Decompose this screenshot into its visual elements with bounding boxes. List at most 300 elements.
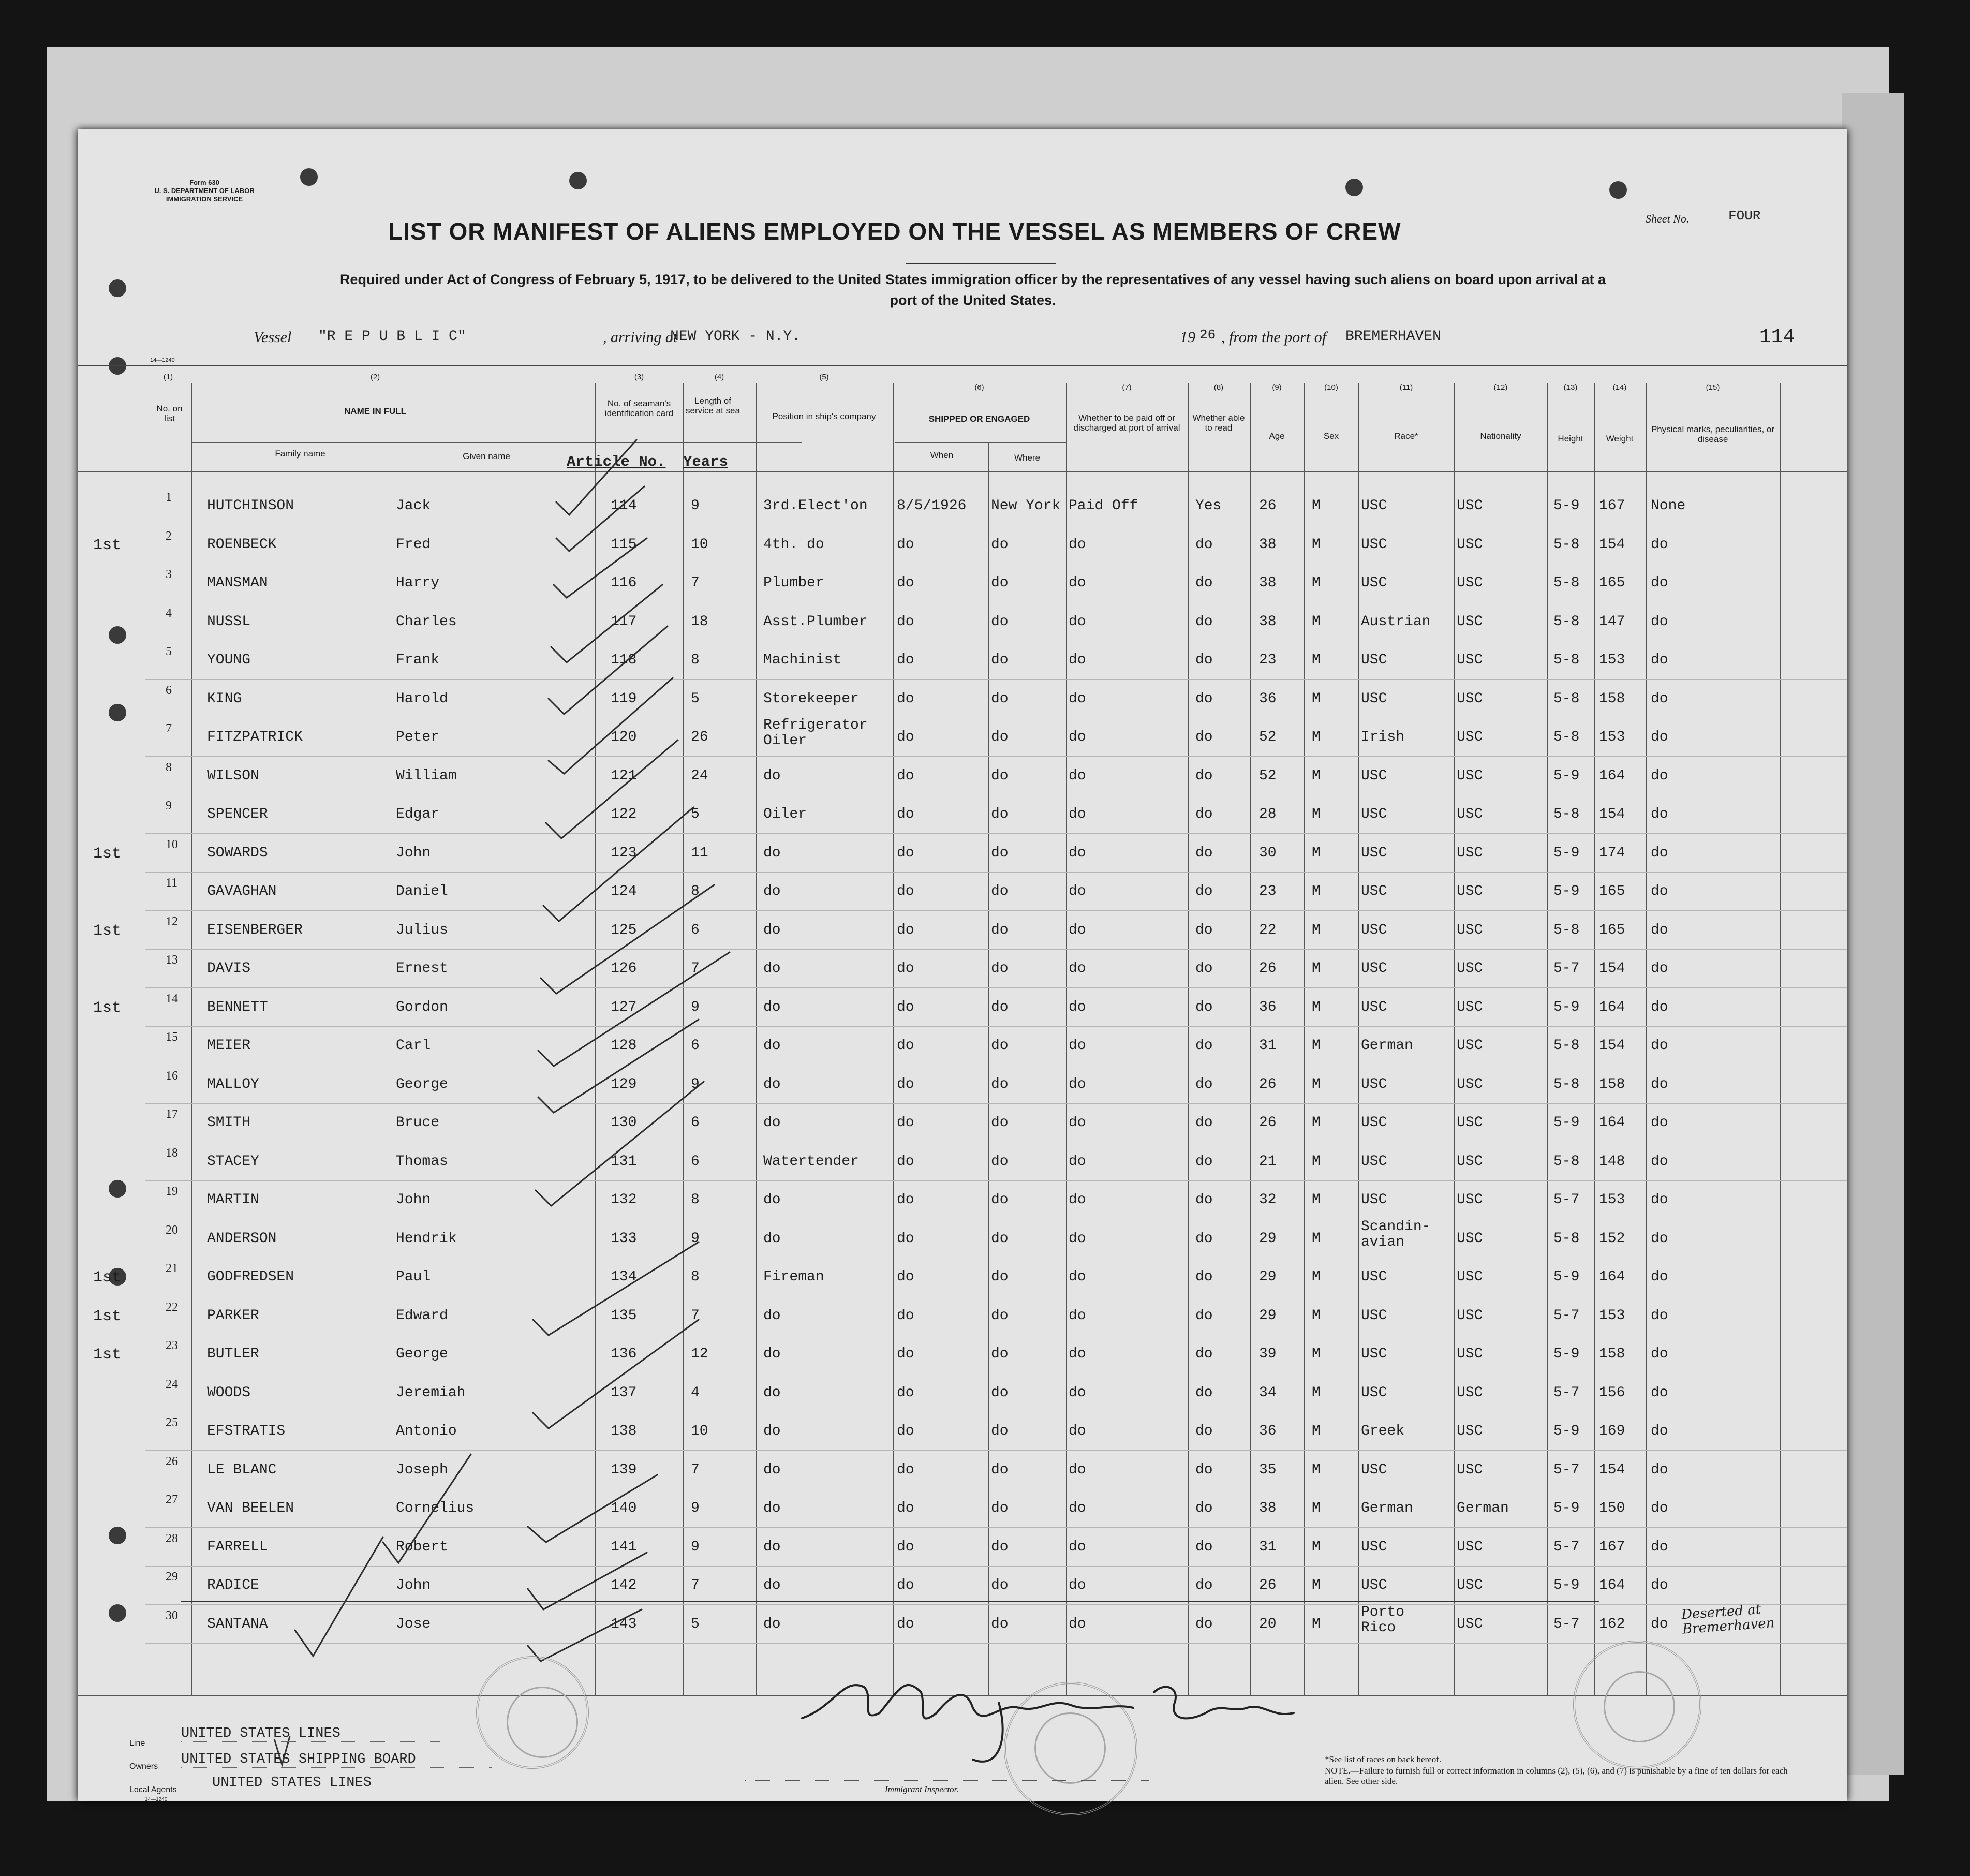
shipped-where: do [991,575,1009,591]
position: do [763,922,781,938]
nationality: USC [1457,1423,1483,1439]
paid-off: do [1069,1269,1086,1285]
shipped-when: do [897,1616,914,1632]
position: do [763,1384,781,1401]
given-name: Edward [396,1307,448,1324]
physical-marks: do [1651,1307,1668,1324]
col-header-service: Length of service at sea [686,396,740,416]
weight: 158 [1599,1346,1625,1362]
height: 5-8 [1553,1076,1580,1092]
from-port-label: , from the port of [1221,329,1327,346]
shipped-when: do [897,1461,914,1478]
manifest-sheet [78,129,1847,1801]
paid-off: do [1069,1307,1086,1324]
sex: M [1312,1307,1321,1324]
years-service: 24 [691,767,708,784]
given-name: Julius [396,922,448,938]
col-header-position: Position in ship's company [772,411,876,421]
col-num-11: (11) [1399,383,1413,392]
physical-marks: do [1651,1038,1668,1054]
line-value: UNITED STATES LINES [181,1726,440,1742]
race: Scandin- avian [1361,1218,1431,1250]
family-name: RADICE [207,1577,259,1593]
age: 34 [1259,1384,1277,1401]
family-name: NUSSL [207,613,251,630]
position: do [763,1076,781,1092]
race: USC [1361,1076,1387,1092]
position: Watertender [763,1153,859,1170]
sex: M [1312,1384,1321,1401]
sex: M [1312,999,1321,1015]
physical-marks: do [1651,883,1668,899]
sheet-label: Sheet No. [1646,212,1690,225]
height: 5-8 [1553,652,1580,668]
age: 38 [1259,536,1277,553]
given-name: George [396,1076,448,1092]
shipped-when: do [897,1076,914,1092]
weight: 164 [1599,767,1625,784]
card-number: 117 [611,613,637,630]
height: 5-8 [1553,729,1580,745]
physical-marks: do [1651,536,1668,553]
shipped-where: do [991,613,1009,630]
col-header-card: No. of seaman's identification card [604,398,674,418]
height: 5-7 [1553,961,1580,977]
year-prefix: 19 [1180,329,1195,346]
paid-off: do [1069,613,1086,630]
height: 5-9 [1553,498,1580,514]
row-number: 16 [166,1069,178,1083]
given-name: Harry [396,575,440,591]
nationality: USC [1457,1539,1483,1555]
list-mark: 1st [93,1346,122,1364]
position: Plumber [763,575,824,591]
weight: 158 [1599,1076,1625,1092]
footer-print-code: 14—1240 [145,1797,168,1803]
race: USC [1361,1461,1387,1478]
height: 5-8 [1553,536,1580,553]
col-subheader-article: Article No. [567,453,666,470]
age: 38 [1259,1500,1277,1516]
col-header-physical: Physical marks, peculiarities, or disease [1651,424,1775,444]
col-header-read: Whether able to read [1192,413,1245,433]
position: Oiler [763,806,807,822]
given-name: Frank [396,652,440,668]
weight: 153 [1599,652,1625,668]
years-service: 6 [691,922,700,938]
sex: M [1312,845,1321,861]
position: Fireman [763,1269,824,1285]
age: 26 [1259,961,1277,977]
given-name: Daniel [396,883,448,899]
sex: M [1312,1616,1321,1632]
shipped-when: do [897,575,914,591]
physical-marks: do [1651,999,1668,1015]
race: USC [1361,961,1387,977]
col-num-13: (13) [1563,383,1578,392]
shipped-when: do [897,883,914,899]
age: 36 [1259,1423,1277,1439]
form-number: Form 630 [189,179,219,186]
col-header-paid-off: Whether to be paid off or discharged at port of arrival [1073,413,1180,433]
paid-off: do [1069,1461,1086,1478]
physical-marks: do [1651,652,1668,668]
years-service: 5 [691,806,700,822]
physical-marks: do [1651,729,1668,745]
race: German [1361,1500,1413,1516]
arriving-label: , arriving at [603,329,678,346]
shipped-where: do [991,961,1009,977]
card-number: 139 [611,1461,637,1478]
weight: 169 [1599,1423,1625,1439]
weight: 154 [1599,806,1625,822]
family-name: VAN BEELEN [207,1500,294,1516]
years-service: 5 [691,690,700,707]
card-number: 116 [611,575,637,591]
able-to-read: do [1195,1616,1213,1632]
height: 5-8 [1553,613,1580,630]
age: 52 [1259,767,1277,784]
age: 35 [1259,1461,1277,1478]
shipped-when: do [897,999,914,1015]
sex: M [1312,1038,1321,1054]
list-mark: 1st [93,999,122,1017]
sex: M [1312,1153,1321,1170]
weight: 153 [1599,1192,1625,1208]
given-name: Jack [396,498,431,514]
age: 31 [1259,1539,1277,1555]
row-number: 2 [166,529,172,543]
row-number: 26 [166,1454,178,1468]
nationality: USC [1457,1192,1483,1208]
years-service: 7 [691,1577,700,1593]
physical-marks: do [1651,845,1668,861]
paid-off: do [1069,1115,1086,1131]
given-name: George [396,1346,448,1362]
age: 23 [1259,652,1277,668]
physical-marks: do [1651,1192,1668,1208]
age: 31 [1259,1038,1277,1054]
position: do [763,961,781,977]
arriving-port: NEW YORK - N.Y. [670,329,970,345]
physical-marks: do [1651,1577,1668,1593]
height: 5-7 [1553,1384,1580,1401]
nationality: USC [1457,961,1483,977]
race: Austrian [1361,613,1431,630]
able-to-read: do [1195,961,1213,977]
physical-marks: do [1651,806,1668,822]
nationality: USC [1457,1153,1483,1170]
weight: 147 [1599,613,1625,630]
sex: M [1312,1076,1321,1092]
family-name: ANDERSON [207,1230,277,1247]
shipped-when: do [897,1539,914,1555]
shipped-where: do [991,1153,1009,1170]
race: Irish [1361,729,1405,745]
race: USC [1361,1539,1387,1555]
position: do [763,1423,781,1439]
paid-off: do [1069,1577,1086,1593]
row-number: 22 [166,1300,178,1314]
years-service: 7 [691,575,700,591]
card-number: 135 [611,1307,637,1324]
row-number: 13 [166,953,178,967]
weight: 162 [1599,1616,1625,1632]
col-header-name: NAME IN FULL [344,406,406,416]
given-name: Fred [396,536,431,553]
shipped-when: do [897,1153,914,1170]
races-note: *See list of races on back hereof. [1325,1754,1442,1764]
height: 5-7 [1553,1539,1580,1555]
position: do [763,1346,781,1362]
family-name: WILSON [207,767,259,784]
able-to-read: do [1195,1307,1213,1324]
years-service: 6 [691,1115,700,1131]
shipped-when: do [897,845,914,861]
height: 5-7 [1553,1461,1580,1478]
shipped-where: do [991,1616,1009,1632]
card-number: 127 [611,999,637,1015]
nationality: USC [1457,1346,1483,1362]
physical-marks: do [1651,1384,1668,1401]
card-number: 137 [611,1384,637,1401]
subtitle-line-1: Required under Act of Congress of February 5, 1917, to be delivered to the United States immigration officer by the representatives of any vessel having such aliens on board upon arrival at a [339,272,1606,287]
shipped-where: New York [991,498,1061,514]
physical-marks: do [1651,1076,1668,1092]
nationality: USC [1457,575,1483,591]
position: do [763,999,781,1015]
shipped-where: do [991,1577,1009,1593]
col-header-no: No. on list [156,404,183,423]
row-number: 24 [166,1377,178,1391]
sex: M [1312,652,1321,668]
weight: 153 [1599,729,1625,745]
card-number: 115 [611,536,637,553]
years-service: 10 [691,536,708,553]
family-name: BENNETT [207,999,268,1015]
row-number: 25 [166,1416,178,1429]
height: 5-9 [1553,1577,1580,1593]
position: do [763,1500,781,1516]
shipped-where: do [991,1269,1009,1285]
paid-off: do [1069,922,1086,938]
col-num-14: (14) [1612,383,1627,392]
weight: 165 [1599,883,1625,899]
able-to-read: do [1195,1115,1213,1131]
nationality: USC [1457,652,1483,668]
height: 5-9 [1553,999,1580,1015]
height: 5-8 [1553,690,1580,707]
able-to-read: do [1195,1423,1213,1439]
height: 5-7 [1553,1192,1580,1208]
family-name: GODFREDSEN [207,1269,294,1285]
list-mark: 1st [93,536,122,554]
age: 30 [1259,845,1277,861]
paid-off: do [1069,1192,1086,1208]
penalty-note: NOTE.—Failure to furnish full or correct information in columns (2), (5), (6), and (7) is punishable by a fine of ten dollars for each alien. See other side. [1325,1766,1788,1786]
years-service: 9 [691,1230,700,1247]
col-header-where: Where [1014,453,1041,463]
weight: 152 [1599,1230,1625,1247]
list-mark: 1st [93,1307,122,1325]
paid-off: do [1069,575,1086,591]
col-num-12: (12) [1493,383,1508,392]
vessel-label: Vessel [254,329,292,346]
physical-marks: do [1651,922,1668,938]
years-service: 8 [691,652,700,668]
paid-off: do [1069,961,1086,977]
shipped-when: do [897,1423,914,1439]
weight: 165 [1599,922,1625,938]
shipped-when: do [897,1577,914,1593]
able-to-read: Yes [1195,498,1222,514]
weight: 164 [1599,1115,1625,1131]
nationality: USC [1457,690,1483,707]
row-number: 5 [166,645,172,658]
card-number: 134 [611,1269,637,1285]
paid-off: do [1069,1384,1086,1401]
weight: 167 [1599,498,1625,514]
able-to-read: do [1195,536,1213,553]
years-service: 4 [691,1384,700,1401]
race: USC [1361,1153,1387,1170]
family-name: FITZPATRICK [207,729,303,745]
row-number: 14 [166,992,178,1006]
years-service: 7 [691,1307,700,1324]
race: USC [1361,1307,1387,1324]
position: do [763,883,781,899]
race: USC [1361,999,1387,1015]
paid-off: do [1069,845,1086,861]
sex: M [1312,1423,1321,1439]
given-name: Ernest [396,961,448,977]
family-name: LE BLANC [207,1461,277,1478]
able-to-read: do [1195,1269,1213,1285]
card-number: 143 [611,1616,637,1632]
shipped-when: do [897,1346,914,1362]
able-to-read: do [1195,1192,1213,1208]
age: 22 [1259,922,1277,938]
given-name: John [396,1577,431,1593]
able-to-read: do [1195,1076,1213,1092]
years-service: 9 [691,999,700,1015]
height: 5-9 [1553,1269,1580,1285]
race: USC [1361,498,1387,514]
deserted-note: Deserted at Bremerhaven [1681,1601,1775,1637]
physical-marks: do [1651,1500,1668,1516]
card-number: 138 [611,1423,637,1439]
able-to-read: do [1195,767,1213,784]
consulate-seal [1573,1641,1701,1769]
col-header-height: Height [1558,434,1583,444]
weight: 150 [1599,1500,1625,1516]
physical-marks: do [1651,1423,1668,1439]
paid-off: do [1069,652,1086,668]
position: do [763,1230,781,1247]
shipped-when: do [897,690,914,707]
race: Porto Rico [1361,1604,1405,1636]
able-to-read: do [1195,1539,1213,1555]
col-header-family: Family name [275,449,325,459]
years-service: 6 [691,1038,700,1054]
shipped-when: do [897,729,914,745]
family-name: EISENBERGER [207,922,303,938]
paid-off: Paid Off [1069,498,1138,514]
nationality: USC [1457,1076,1483,1092]
age: 32 [1259,1192,1277,1208]
age: 26 [1259,1076,1277,1092]
shipped-where: do [991,1115,1009,1131]
nationality: USC [1457,845,1483,861]
age: 38 [1259,575,1277,591]
weight: 153 [1599,1307,1625,1324]
age: 36 [1259,999,1277,1015]
able-to-read: do [1195,613,1213,630]
paid-off: do [1069,1346,1086,1362]
position: do [763,1539,781,1555]
sex: M [1312,1230,1321,1247]
shipped-where: do [991,1384,1009,1401]
shipped-when: do [897,1500,914,1516]
physical-marks: do [1651,1346,1668,1362]
shipped-when: do [897,922,914,938]
race: USC [1361,806,1387,822]
sex: M [1312,1269,1321,1285]
sex: M [1312,498,1321,514]
height: 5-8 [1553,1230,1580,1247]
nationality: USC [1457,883,1483,899]
family-name: YOUNG [207,652,251,668]
given-name: Joseph [396,1461,448,1478]
family-name: KING [207,690,242,707]
agents-value: UNITED STATES LINES [212,1775,492,1791]
position: Refrigerator Oiler [763,717,868,749]
shipped-when: do [897,1307,914,1324]
row-number: 4 [166,606,172,620]
given-name: Carl [396,1038,431,1054]
able-to-read: do [1195,806,1213,822]
nationality: USC [1457,729,1483,745]
sex: M [1312,1500,1321,1516]
inspector-signature [802,1656,1320,1770]
able-to-read: do [1195,999,1213,1015]
card-number: 129 [611,1076,637,1092]
able-to-read: do [1195,1461,1213,1478]
shipped-where: do [991,1423,1009,1439]
row-number: 19 [166,1185,178,1198]
physical-marks: None [1651,498,1686,514]
row-number: 9 [166,799,172,813]
nationality: USC [1457,1577,1483,1593]
race: USC [1361,652,1387,668]
sex: M [1312,1539,1321,1555]
year-suffix: 26 [1199,327,1216,343]
list-mark: 1st [93,922,122,940]
owners-value: UNITED STATES SHIPPING BOARD [181,1752,492,1768]
able-to-read: do [1195,1153,1213,1170]
card-number: 120 [611,729,637,745]
col-num-1: (1) [163,373,173,381]
weight: 164 [1599,999,1625,1015]
col-num-5: (5) [819,373,829,381]
card-number: 133 [611,1230,637,1247]
col-num-6: (6) [974,383,984,392]
row-number: 12 [166,914,178,928]
family-name: SMITH [207,1115,251,1131]
position: do [763,767,781,784]
age: 26 [1259,1115,1277,1131]
age: 23 [1259,883,1277,899]
